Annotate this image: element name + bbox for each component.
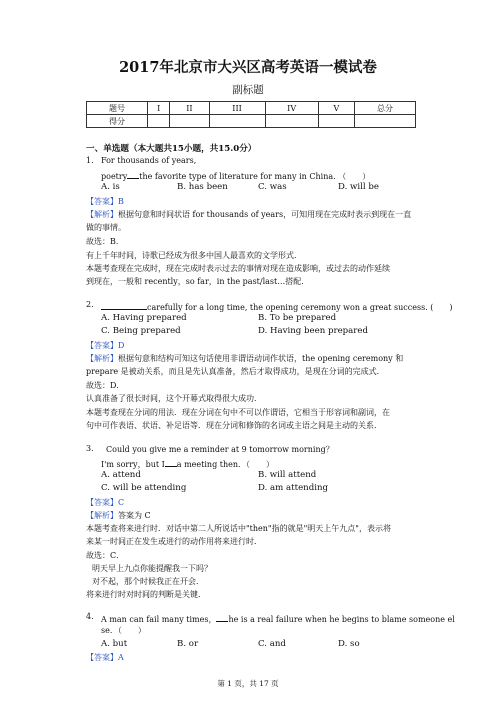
blank [165,457,177,467]
question-number: 1. [86,156,94,165]
page-footer: 第 1 页，共 17 页 [217,679,279,688]
empty-cell [148,115,170,128]
text-part: A man can fail many times， [101,615,217,624]
option: A. attend [101,470,141,480]
analysis-text: 根据句意和结构可知这句话使用非谓语动词作状语，the opening ceremony 和 [118,354,404,363]
empty-cell [318,115,354,128]
score-cell: V [318,102,354,115]
empty-cell [170,115,209,128]
score-cell: I [148,102,170,115]
question-number: 2. [86,300,94,309]
note-line: 句中可作表语、状语、补足语等．现在分词和修饰的名词或主语之间是主动的关系． [86,421,382,430]
note-line: 本题考查将来进行时．对话中第二人所说话中"then"指的就是"明天上午九点"，表示将 [86,524,391,533]
option: B. has been [177,182,228,192]
option: B. will attend [258,470,317,480]
option: D. Having been prepared [258,326,368,336]
analysis-line: prepare 是被动关系，而且是先认真准备，然后才取得成功，是现在分词的完成式． [86,367,385,376]
option: A. Having prepared [101,313,187,323]
score-cell: 题号 [87,102,148,115]
text-part: a meeting then．（ ） [176,460,274,469]
text-part: poetry [101,172,128,181]
blank [127,169,139,179]
score-cell: 得分 [87,115,148,128]
analysis-text: 根据句意和时间状语 for thousands of years，可知用现在完成时表示到现在一直 [118,210,412,219]
blank [101,300,147,310]
text-part: the favorite type of literature for many in China. （ ） [139,172,371,181]
note-line: 来某一时间正在发生或进行的动作用将来进行时． [86,537,262,546]
note-line: 将来进行时对时间的判断是关键． [86,590,206,599]
analysis-line [86,209,411,220]
question-text [101,612,455,625]
answer-line: 【答案】D [86,341,125,350]
answer-line: 【答案】A [86,653,124,662]
page-subtitle: 副标题 [232,84,264,96]
translation-line: 对不起，那个时候我正在开会． [92,577,204,586]
option: C. Being prepared [101,326,181,336]
score-cell: IV [265,102,318,115]
score-cell: 总分 [355,102,416,115]
question-text: Could you give me a reminder at 9 tomorrow morning？ [106,445,334,454]
score-table-header-row [87,102,416,115]
option: D. will be [338,182,379,192]
question-number: 3. [86,444,94,453]
option: C. was [258,182,287,192]
note-line: 认真准备了很长时间，这个开幕式取得很大成功． [86,394,262,403]
option: D. am attending [258,483,328,493]
text-part: carefully for a long time, the opening ceremony won a great success. ( ) [147,303,453,312]
option: B. or [177,639,199,649]
note-line: 有上千年时间，诗歌已经成为很多中国人最喜欢的文学形式． [86,251,302,260]
option: C. will be attending [101,483,187,493]
analysis-line: 做的事情。 [86,223,126,232]
analysis-line [86,510,151,521]
analysis-line [86,353,403,364]
section-heading: 一、单选题（本大题共15小题，共15.0分） [86,144,257,154]
question-text [101,300,453,313]
question-text [101,457,274,470]
note-line: 到现在，一般和 recently，so far，in the past/last…搭配． [86,277,310,286]
option: A. is [101,182,120,192]
option: A. but [101,639,128,649]
empty-cell [209,115,265,128]
question-text [101,169,370,182]
option: B. To be prepared [258,313,337,323]
page-title: 2017年北京市大兴区高考英语一模试卷 [119,59,377,76]
text-part: I'm sorry，but I [101,460,165,469]
answer-line: 【答案】B [86,197,124,206]
translation-line: 明天早上九点你能提醒我一下吗？ [92,564,212,573]
option: C. and [258,639,286,649]
question-text: For thousands of years, [101,156,197,165]
text-part: he is a real failure when he begins to blame someone el [228,615,455,624]
analysis-tag: 【解析】 [86,511,118,520]
option: D. so [338,639,360,649]
score-cell: III [209,102,265,115]
score-table-score-row [87,115,416,128]
score-cell: II [170,102,209,115]
answer-line: 【答案】C [86,498,125,507]
blank [216,612,228,622]
empty-cell [265,115,318,128]
score-table [86,101,416,128]
note-line: 本题考查现在完成时，现在完成时表示过去的事情对现在造成影响，或过去的动作延续 [86,264,390,273]
analysis-tag: 【解析】 [86,210,118,219]
conclusion-line: 故选：D． [86,381,125,390]
note-line: 本题考查现在分词的用法．现在分词在句中不可以作谓语，它相当于形容词和副词，在 [86,408,390,417]
analysis-tag: 【解析】 [86,354,118,363]
analysis-text: 答案为 C [118,511,151,520]
conclusion-line: 故选：B． [86,237,124,246]
empty-cell [355,115,416,128]
question-text: se．（ ） [101,626,146,635]
conclusion-line: 故选：C． [86,551,125,560]
question-number: 4. [86,612,94,621]
